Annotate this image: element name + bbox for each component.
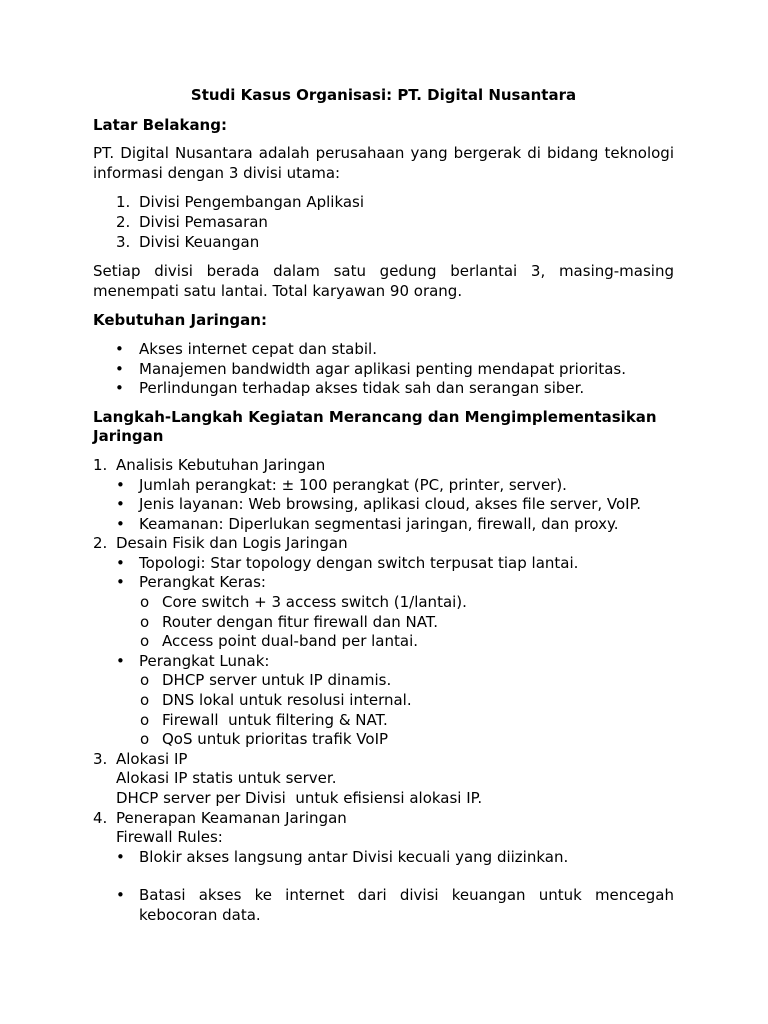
circle-bullet-icon: o [140,691,150,710]
bullet-icon: • [116,847,125,866]
division-item: 1. Divisi Pengembangan Aplikasi [116,193,365,212]
circle-bullet-icon: o [140,730,150,749]
hardware-item: o Core switch + 3 access switch (1/lantai). [140,593,467,612]
step-title: Desain Fisik dan Logis Jaringan [116,534,348,553]
software-item: o Firewall untuk filtering & NAT. [140,710,388,729]
division-item: 3. Divisi Keuangan [116,232,260,251]
needs-item: • Perlindungan terhadap akses tidak sah dan serangan siber. [115,379,585,398]
step-line: Alokasi IP statis untuk server. [116,769,337,788]
step-item: 4. Penerapan Keamanan Jaringan Firewall Rules: • Blokir akses langsung antar Divisi kecuali yang diizinkan. • Batasi akses ke internet dari divisi keuangan untuk mencegah kebocoran data. [93,808,674,924]
step-detail: • Jumlah perangkat: ± 100 perangkat (PC, printer, server). [116,475,567,494]
hardware-list [139,593,674,652]
bullet-icon: • [116,573,125,592]
firewall-rule: • Blokir akses langsung antar Divisi kecuali yang diizinkan. [116,847,569,866]
hardware-item: o Access point dual-band per lantai. [140,632,419,651]
firewall-rules-list [116,848,674,926]
circle-bullet-icon: o [140,632,150,651]
step-title: Analisis Kebutuhan Jaringan [116,455,326,474]
bullet-icon: • [115,339,124,358]
background-intro: PT. Digital Nusantara adalah perusahaan yang bergerak di bidang teknologi informasi dengan 3 divisi utama: [93,144,674,182]
step-detail: • Jenis layanan: Web browsing, aplikasi cloud, akses file server, VoIP. [116,495,642,514]
division-list [93,193,674,252]
bullet-icon: • [116,651,125,670]
software-list [139,671,674,749]
needs-item: • Manajemen bandwidth agar aplikasi penting mendapat prioritas. [115,359,627,378]
bullet-icon: • [116,475,125,494]
step-details [116,476,674,535]
step-item: 1. Analisis Kebutuhan Jaringan • Jumlah perangkat: ± 100 perangkat (PC, printer, server). • Jenis layanan: Web browsing, aplikasi cloud, akses file server, VoIP. • Keamanan: Diperlukan segmentasi jaringan, firewall, dan proxy. [93,456,674,534]
step-detail: • Topologi: Star topology dengan switch terpusat tiap lantai. [116,553,579,572]
step-detail: • Keamanan: Diperlukan segmentasi jaringan, firewall, dan proxy. [116,514,619,533]
step-line: DHCP server per Divisi untuk efisiensi alokasi IP. [116,789,483,807]
bullet-icon: • [115,379,124,398]
step-title: Alokasi IP [116,749,188,768]
needs-item: • Akses internet cepat dan stabil. [115,339,377,358]
background-heading: Latar Belakang: [93,115,227,134]
step-detail: • Perangkat Lunak: o DHCP server untuk IP dinamis. o DNS lokal untuk resolusi internal. o Firewall untuk filtering & NAT. o QoS untuk prioritas trafik VoIP [116,652,674,750]
step-subtitle: Firewall Rules: [116,828,223,847]
bullet-icon: • [116,495,125,514]
document-title: Studi Kasus Organisasi: PT. Digital Nusantara [190,86,577,104]
bullet-icon: • [116,886,125,905]
step-details [116,554,674,750]
division-item: 2. Divisi Pemasaran [116,212,268,231]
steps-heading: Langkah-Langkah Kegiatan Merancang dan Mengimplementasikan Jaringan [93,407,657,446]
steps-list [93,456,674,926]
software-item: o DNS lokal untuk resolusi internal. [140,691,412,710]
bullet-icon: • [116,514,125,533]
document-body [93,86,674,926]
bullet-icon: • [116,553,125,572]
hardware-item: o Router dengan fitur firewall dan NAT. [140,612,439,631]
needs-list [93,340,674,399]
circle-bullet-icon: o [140,593,150,612]
bullet-icon: • [115,359,124,378]
circle-bullet-icon: o [140,710,150,729]
circle-bullet-icon: o [140,612,150,631]
software-item: o DHCP server untuk IP dinamis. [140,671,392,690]
step-title: Penerapan Keamanan Jaringan [116,808,347,827]
firewall-rule: • Batasi akses ke internet dari divisi keuangan untuk mencegah kebocoran data. [116,886,674,924]
step-detail: • Perangkat Keras: o Core switch + 3 access switch (1/lantai). o Router dengan fitur firewall dan NAT. o Access point dual-band per lantai. [116,573,674,651]
step-item: 3. Alokasi IP Alokasi IP statis untuk server. DHCP server per Divisi untuk efisiensi alokasi IP. [93,750,674,809]
needs-heading: Kebutuhan Jaringan: [93,311,267,330]
step-item: 2. Desain Fisik dan Logis Jaringan • Topologi: Star topology dengan switch terpusat tiap lantai. • Perangkat Keras: o Core switch + 3 access switch (1/lantai). o Router dengan fitur firewall dan NAT. o Access point dual-band per lantai. • Perangkat Lunak: o DHCP server untuk IP dinamis. o DNS lokal untuk resolusi internal. o Firewall untuk filtering & NAT. o QoS untuk prioritas trafik VoIP [93,534,674,750]
software-item: o QoS untuk prioritas trafik VoIP [140,730,389,749]
background-summary: Setiap divisi berada dalam satu gedung berlantai 3, masing-masing menempati satu lantai. Total karyawan 90 orang. [93,262,674,300]
circle-bullet-icon: o [140,671,150,690]
